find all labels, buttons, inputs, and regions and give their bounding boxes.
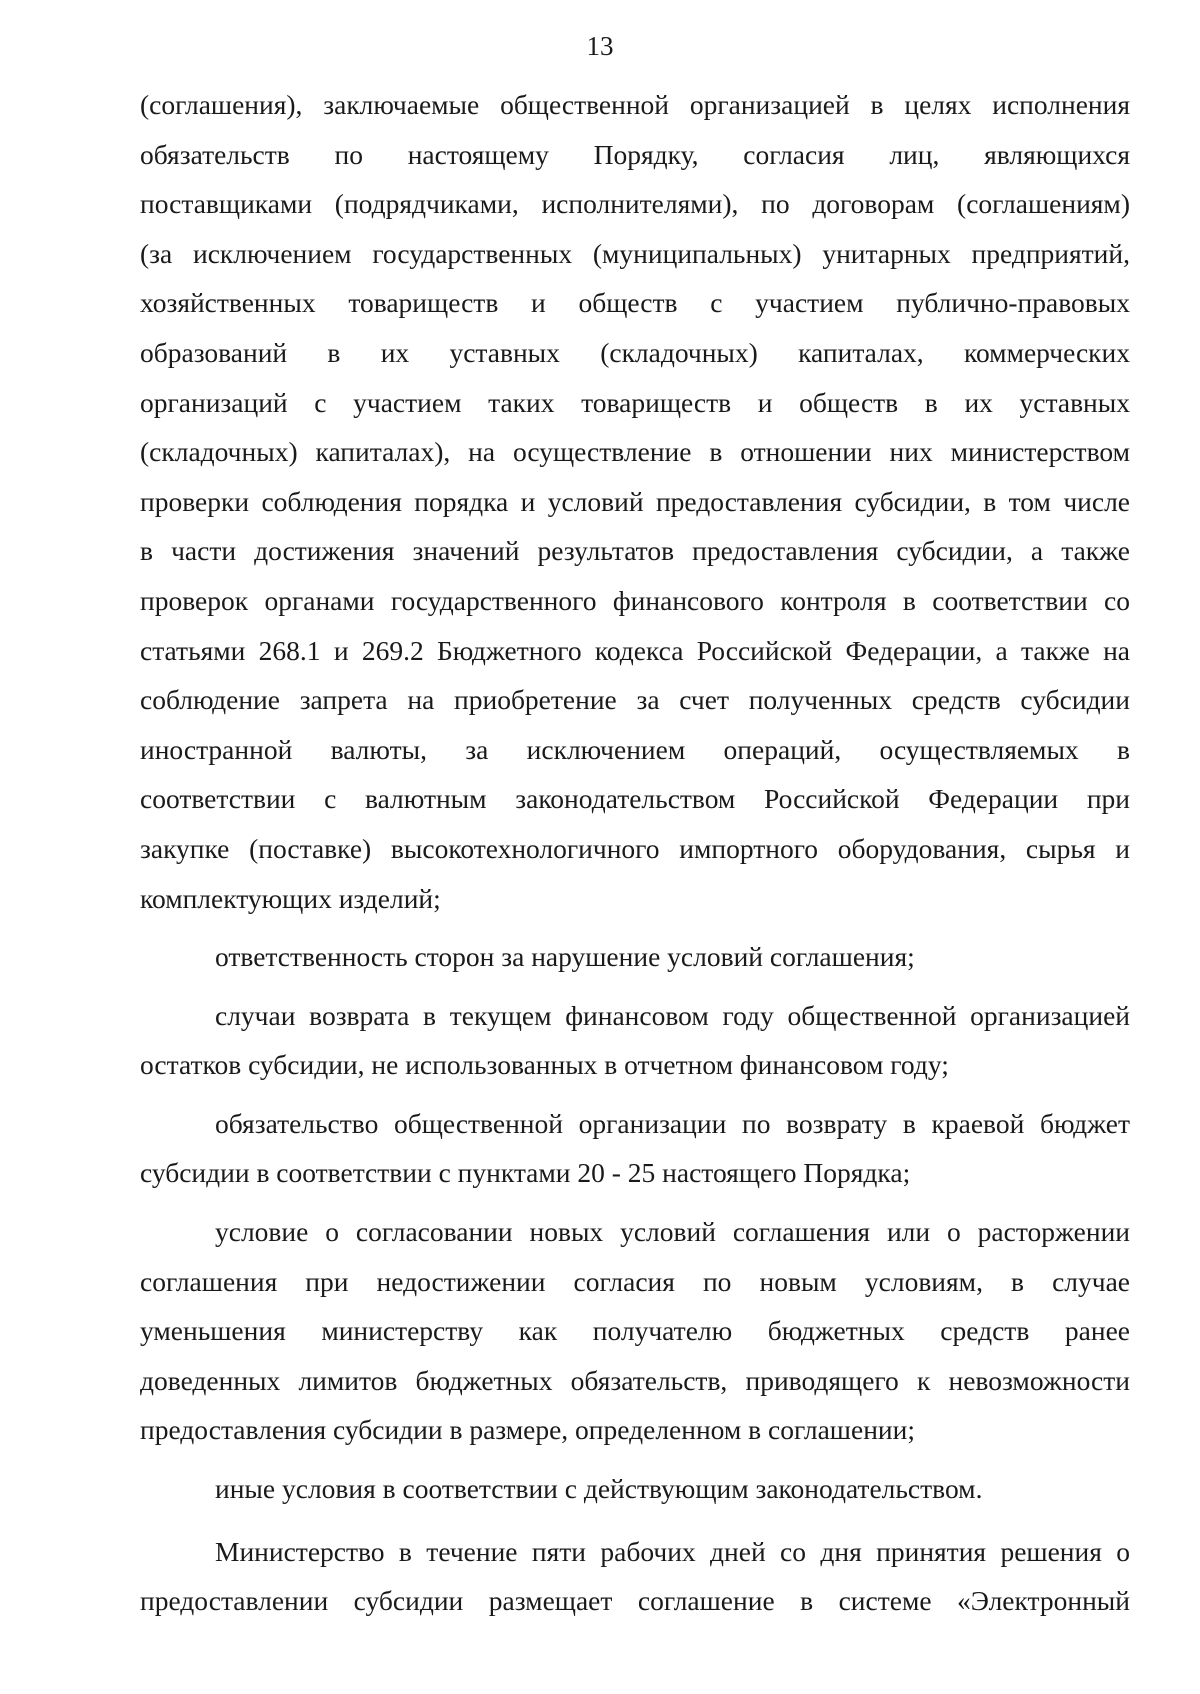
text-line: проверок органами государственного финансового контроля в соответствии со — [140, 584, 1130, 616]
text-line: обязательство общественной организации по возврату в краевой бюджет — [215, 1107, 1130, 1139]
paragraph-other-conditions — [140, 1464, 1130, 1514]
paragraph-responsibility — [140, 932, 1130, 982]
text-line: предоставления субсидии в размере, определенном в соглашении; — [140, 1414, 915, 1446]
text-line: обязательств по настоящему Порядку, согласия лиц, являющихся — [140, 138, 1130, 170]
text-line: образований в их уставных (складочных) капиталах, коммерческих — [140, 336, 1130, 368]
text-line: ответственность сторон за нарушение условий соглашения; — [215, 941, 915, 973]
text-line: соглашения при недостижении согласия по новым условиям, в случае — [140, 1265, 1130, 1297]
text-line: статьями 268.1 и 269.2 Бюджетного кодекса Российской Федерации, а также на — [140, 634, 1130, 666]
paragraph-ownership-consents — [140, 80, 1130, 923]
text-line: случаи возврата в текущем финансовом году общественной организацией — [215, 999, 1130, 1031]
text-line: субсидии в соответствии с пунктами 20 - 25 настоящего Порядка; — [140, 1157, 911, 1189]
text-line: Министерство в течение пяти рабочих дней со дня принятия решения о — [215, 1535, 1130, 1567]
text-line: закупке (поставке) высокотехнологичного импортного оборудования, сырья и — [140, 832, 1130, 864]
text-line: (складочных) капиталах), на осуществление в отношении них министерством — [140, 436, 1130, 468]
text-line: условие о согласовании новых условий соглашения или о расторжении — [215, 1216, 1130, 1248]
paragraph-return-obligation — [140, 1099, 1130, 1198]
paragraph-new-conditions — [140, 1207, 1130, 1455]
text-line: поставщиками (подрядчиками, исполнителями), по договорам (соглашениям) — [140, 188, 1130, 220]
text-line: организаций с участием таких товариществ и обществ в их уставных — [140, 386, 1130, 418]
paragraph-ministry-publishes — [140, 1527, 1130, 1626]
text-line: (за исключением государственных (муниципальных) унитарных предприятий, — [140, 237, 1130, 269]
text-line: иные условия в соответствии с действующим законодательством. — [215, 1473, 983, 1505]
text-line: (соглашения), заключаемые общественной организацией в целях исполнения — [140, 89, 1130, 120]
paragraph-return-cases — [140, 991, 1130, 1090]
text-line: комплектующих изделий; — [140, 882, 441, 914]
text-line: в части достижения значений результатов предоставления субсидии, а также — [140, 535, 1130, 567]
text-line: проверки соблюдения порядка и условий предоставления субсидии, в том числе — [140, 485, 1130, 517]
text-line: доведенных лимитов бюджетных обязательств, приводящего к невозможности — [140, 1364, 1130, 1396]
text-line: соблюдение запрета на приобретение за счет полученных средств субсидии — [140, 684, 1130, 716]
text-line: иностранной валюты, за исключением операций, осуществляемых в — [140, 733, 1130, 765]
text-line: хозяйственных товариществ и обществ с участием публично-правовых — [140, 287, 1130, 319]
text-line: соответствии с валютным законодательством Российской Федерации при — [140, 783, 1130, 815]
text-line: предоставлении субсидии размещает соглашение в системе «Электронный — [140, 1585, 1130, 1617]
document-body — [140, 80, 1130, 1626]
text-line: уменьшения министерству как получателю бюджетных средств ранее — [140, 1315, 1130, 1347]
page-number: 13 — [586, 31, 614, 61]
text-line: остатков субсидии, не использованных в отчетном финансовом году; — [140, 1049, 949, 1081]
